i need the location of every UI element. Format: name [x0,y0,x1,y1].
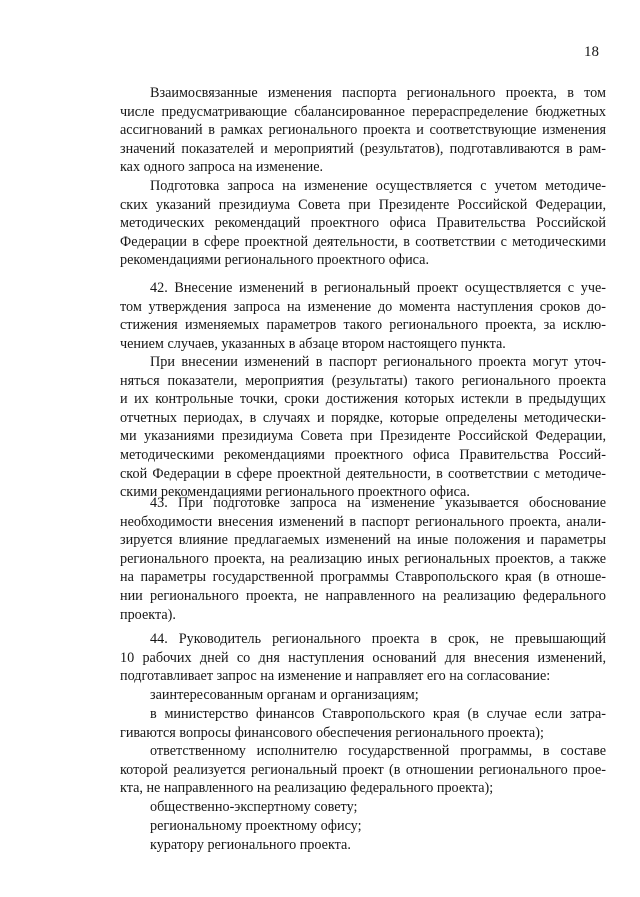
text-line: общественно-экспертному совету; [150,799,358,815]
text-line: на параметры государственной программы Ставропольского края (в отноше- [120,569,606,586]
text-line: 43. При подготовке запроса на изменение указывается обоснование [150,495,606,511]
list-item-ministry-finance [120,705,606,742]
list-item-curator [120,836,606,855]
text-line: ассигнований в рамках регионального проекта и соответствующие изменения [120,122,606,139]
list-item-interested-bodies [120,686,606,705]
text-line: рекомендациями регионального проектного офиса. [120,252,429,269]
paragraph-item-42 [120,279,606,353]
list-item-project-office [120,817,606,836]
text-line: методическими рекомендациями проектного офиса Правительства Россий- [120,446,606,463]
text-line: нии регионального проекта, не направленного на реализацию федерального [120,587,606,604]
text-line: проекта). [120,606,176,623]
paragraph-passport-changes [120,353,606,502]
paragraph-linked-changes [120,84,606,177]
text-line: стижения изменяемых параметров такого регионального проекта, за исклю- [120,317,606,334]
text-line: региональному проектному офису; [150,818,362,834]
text-line: зируется влияние предлагаемых изменений на иные положения и параметры [120,532,606,549]
text-line: куратору регионального проекта. [150,837,351,853]
text-line: При внесении изменений в паспорт регионального проекта могут уточ- [150,354,606,370]
list-item-responsible-executor [120,742,606,798]
list-item-expert-council [120,798,606,817]
text-line: заинтересованным органам и организациям; [150,687,419,703]
text-line: значений показателей и мероприятий (результатов), подготавливаются в рам- [120,140,606,157]
text-line: скими рекомендациями регионального проектного офиса. [120,484,470,501]
text-line: подготавливает запрос на изменение и направляет его на согласование: [120,668,551,685]
text-line: 10 рабочих дней со дня наступления оснований для внесения изменений, [120,649,606,666]
text-line: отчетных периодах, в случаях и порядке, которые определены методически- [120,409,606,426]
text-line: Федерации в сфере проектной деятельности, в соответствии с методическими [120,233,606,250]
text-line: том утверждения запроса на изменение до момента наступления сроков до- [120,298,606,315]
text-line: кта, не направленного на реализацию федерального проекта); [120,780,494,797]
text-line: регионального проекта, на реализацию иных региональных проектов, а также [120,550,606,567]
text-line: Взаимосвязанные изменения паспорта регионального проекта, в том [150,85,606,101]
paragraph-item-44 [120,630,606,686]
text-line: Подготовка запроса на изменение осуществляется с учетом методиче- [150,178,606,194]
text-line: гиваются вопросы финансового обеспечения регионального проекта); [120,724,544,741]
text-line: в министерство финансов Ставропольского края (в случае если затра- [150,706,606,722]
text-line: ках одного запроса на изменение. [120,159,324,176]
paragraph-item-43 [120,494,606,624]
text-line: ской Федерации в сфере проектной деятельности, в соответствии с методиче- [120,465,606,482]
text-line: ми указаниями президиума Совета при Президенте Российской Федерации, [120,428,606,445]
text-line: и их контрольные точки, сроки достижения которых истекли в предыдущих [120,391,606,408]
text-line: которой реализуется региональный проект (в отношении регионального прое- [120,761,606,778]
text-line: няться показатели, мероприятия (результаты) такого регионального проекта [120,372,606,389]
text-line: 42. Внесение изменений в региональный проект осуществляется с уче- [150,280,606,296]
text-line: ских указаний президиума Совета при Президенте Российской Федерации, [120,196,606,213]
text-line: ответственному исполнителю государственной программы, в составе [150,743,606,759]
text-line: числе предусматривающие сбалансированное перераспределение бюджетных [120,103,606,120]
text-line: 44. Руководитель регионального проекта в срок, не превышающий [150,631,606,647]
paragraph-request-preparation [120,177,606,270]
text-line: чением случаев, указанных в абзаце втором настоящего пункта. [120,335,506,352]
text-line: методических рекомендаций проектного офиса Правительства Российской [120,215,606,232]
page-number: 18 [584,44,599,60]
text-line: необходимости внесения изменений в паспорт регионального проекта, анали- [120,513,606,530]
